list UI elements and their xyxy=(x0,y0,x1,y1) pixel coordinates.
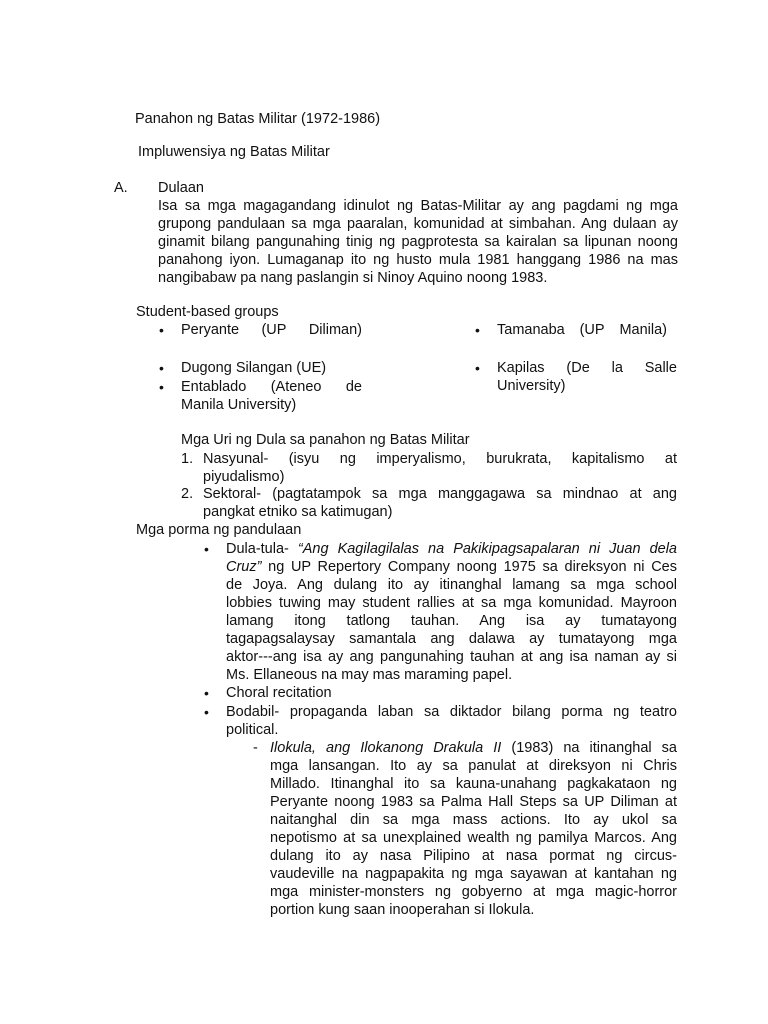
section-heading: Dulaan xyxy=(158,180,204,196)
list-item-entablado-cont: Manila University) xyxy=(181,397,297,413)
list-item-dulatula xyxy=(226,540,677,684)
sub-item-ilokula xyxy=(253,739,677,919)
item-line: vaudeville na nagpapakita ng mga sayawan at kantahan ng xyxy=(270,866,677,882)
item-number: 1. xyxy=(181,451,194,467)
page-title: Panahon ng Batas Militar (1972-1986) xyxy=(135,111,381,127)
item-line: lobbies tuwing may student rallies at sa mga komunidad. Mayroon xyxy=(226,595,677,611)
item-line xyxy=(226,558,677,576)
section-paragraph xyxy=(158,197,678,287)
item-line: dulang ito ay nasa Pilipino at nasa pormat ng circus- xyxy=(270,848,677,864)
section-letter: A. xyxy=(114,180,128,196)
item-line: portion kung saan inooperahan si Ilokula. xyxy=(270,902,535,918)
word: • Tamanaba xyxy=(497,322,565,338)
item-line: Peryante noong 1983 sa Palma Hall Steps sa UP Diliman at xyxy=(270,794,677,810)
list-item-peryante xyxy=(181,321,362,339)
italic-title: “Ang Kagilagilalas na Pakikipagsapalaran ni Juan dela xyxy=(297,541,678,557)
item-line: de Joya. Ang dulang ito ay itinanghal lamang sa mga school xyxy=(226,577,677,593)
item-line: tagapagsalaysay samantala ang dalawa ay tumatayong mga xyxy=(226,631,677,647)
paragraph-line: nangibabaw pa nang paslangin si Ninoy Aquino noong 1983. xyxy=(158,270,548,286)
dula-types-heading: Mga Uri ng Dula sa panahon ng Batas Militar xyxy=(181,432,470,448)
italic-title: Cruz” xyxy=(226,559,262,575)
item-line: political. xyxy=(226,722,279,738)
list-item-dugong: • Dugong Silangan (UE) xyxy=(181,359,326,377)
list-item-kapilas-cont: University) xyxy=(497,378,566,394)
paragraph-line: grupong pandulaan sa mga paaralan, komunidad at simbahan. Ang dulaan ay xyxy=(158,216,678,232)
item-text: ng UP Repertory Company noong 1975 sa direksyon ni Ces xyxy=(261,559,677,575)
item-line: Millado. Itinanghal ito sa kauna-unahang pagkakataon ng xyxy=(270,776,677,792)
porma-heading: Mga porma ng pandulaan xyxy=(136,522,302,538)
word: (Ateneo xyxy=(270,379,322,395)
italic-title: Ilokula, ang Ilokanong Drakula II xyxy=(270,740,502,756)
word: • Peryante xyxy=(181,322,240,338)
paragraph-line: ginamit bilang pangunahing tinig ng pagprotesta sa kairalan sa lipunan noong xyxy=(158,234,678,250)
list-item-bodabil xyxy=(226,703,677,739)
word: • Entablado xyxy=(181,379,247,395)
item-lead: Dula-tula- xyxy=(226,541,298,557)
student-groups-heading: Student-based groups xyxy=(136,304,279,320)
dash-marker: - xyxy=(253,740,258,756)
word: de xyxy=(345,379,362,395)
paragraph-line: Isa sa mga magagandang idinulot ng Batas-Militar ay ang pagdami ng mga xyxy=(158,198,678,214)
word: la xyxy=(611,360,623,376)
item-number: 2. xyxy=(181,486,194,502)
paragraph-line: panahong iyon. Lumaganap ito ng husto mula 1981 hanggang 1986 na mas xyxy=(158,252,678,268)
item-line: lamang itong tatlong tauhan. Ang isa ay tumatayong xyxy=(226,613,677,629)
item-line xyxy=(270,739,677,757)
list-item-tamanaba xyxy=(497,321,667,339)
list-item-choral: • Choral recitation xyxy=(226,684,332,702)
item-line: mga lansangan. Ito ay sa panulat at direksyon ni Chris xyxy=(270,758,677,774)
item-line: Nasyunal- (isyu ng imperyalismo, burukrata, kapitalismo at xyxy=(203,451,677,467)
item-line: pangkat etniko sa katimugan) xyxy=(203,504,393,520)
numbered-item xyxy=(181,485,677,521)
list-item-entablado xyxy=(181,378,362,396)
word: • Kapilas xyxy=(497,360,545,376)
word: Manila) xyxy=(619,322,667,338)
item-line xyxy=(226,540,677,558)
page-subtitle: Impluwensiya ng Batas Militar xyxy=(138,144,330,160)
item-line: aktor---ang isa ay ang pangunahing tauhan at ang isa naman ay si xyxy=(226,649,677,665)
item-line: nepotismo at sa unexplained wealth ng pamilya Marcos. Ang xyxy=(270,830,677,846)
item-text: (1983) na itinanghal sa xyxy=(501,740,677,756)
item-line: Ms. Ellaneous na may mas maraming papel. xyxy=(226,667,513,683)
item-line: naitanghal din sa mga mass actions. Ito ay ukol sa xyxy=(270,812,677,828)
item-line: • Bodabil- propaganda laban sa diktador bilang porma ng teatro xyxy=(226,704,677,720)
word: (UP xyxy=(579,322,605,338)
item-line: piyudalismo) xyxy=(203,469,285,485)
list-item-kapilas xyxy=(497,359,677,377)
numbered-item xyxy=(181,450,677,486)
word: (UP xyxy=(261,322,287,338)
item-line: Sektoral- (pagtatampok sa mga manggagawa sa mindnao at ang xyxy=(203,486,677,502)
word: Salle xyxy=(644,360,677,376)
word: Diliman) xyxy=(308,322,362,338)
word: (De xyxy=(566,360,590,376)
item-line: mga minister-monsters ng gobyerno at mga magic-horror xyxy=(270,884,677,900)
